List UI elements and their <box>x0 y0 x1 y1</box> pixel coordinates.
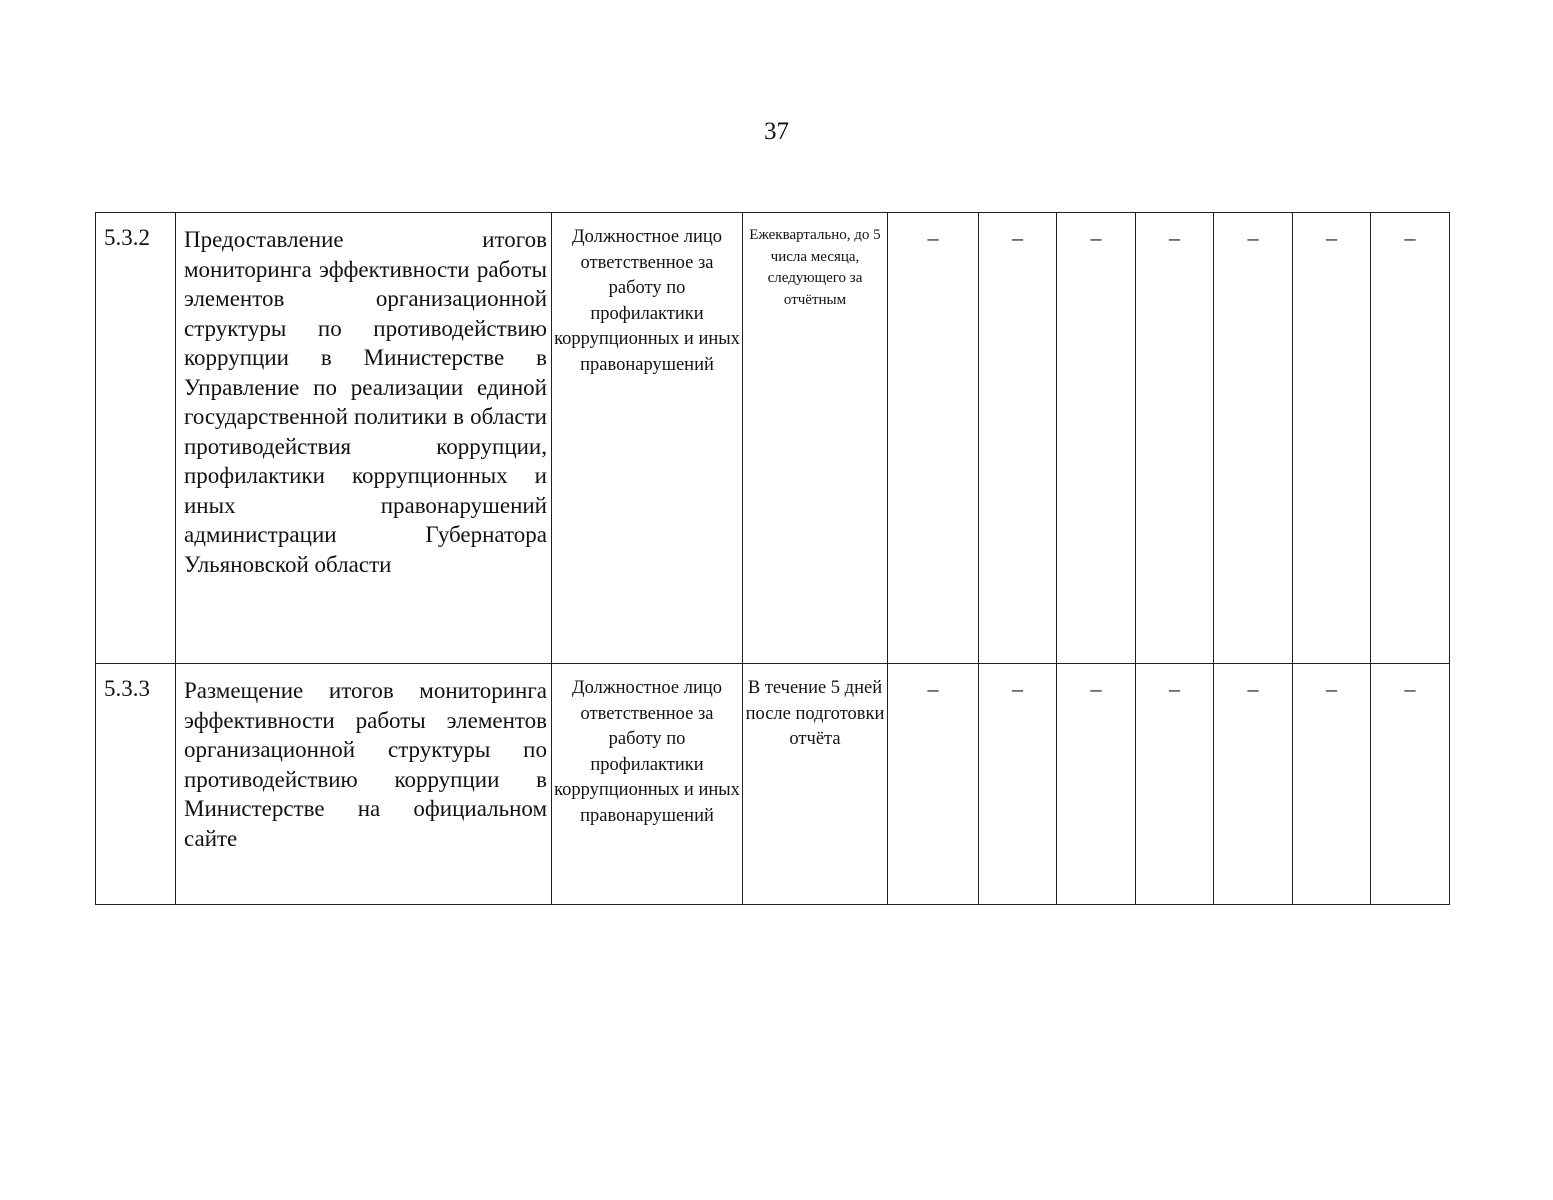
value-cell: – <box>1293 213 1371 664</box>
responsible-person: Должностное лицо ответственное за работу по профилактики коррупционных и иных правонарушений <box>552 213 743 664</box>
measure-description: Размещение итогов мониторинга эффективности работы элементов организационной структуры по противодействию коррупции в Министерстве на официальном сайте <box>176 664 552 905</box>
value-cell: – <box>1293 664 1371 905</box>
responsible-person: Должностное лицо ответственное за работу по профилактики коррупционных и иных правонарушений <box>552 664 743 905</box>
table-row <box>96 213 1450 664</box>
measures-table <box>95 212 1450 905</box>
value-cell: – <box>888 213 979 664</box>
value-cell: – <box>1057 213 1136 664</box>
item-number: 5.3.3 <box>96 664 176 905</box>
value-cell: – <box>1136 664 1214 905</box>
value-cell: – <box>1214 664 1293 905</box>
value-cell: – <box>888 664 979 905</box>
value-cell: – <box>1371 213 1450 664</box>
value-cell: – <box>979 213 1057 664</box>
item-number: 5.3.2 <box>96 213 176 664</box>
deadline: Ежеквартально, до 5 числа месяца, следующего за отчётным <box>743 213 888 664</box>
value-cell: – <box>1214 213 1293 664</box>
table-row <box>96 664 1450 905</box>
deadline: В течение 5 дней после подготовки отчёта <box>743 664 888 905</box>
page-number: 37 <box>764 118 789 145</box>
measure-description: Предоставление итогов мониторинга эффективности работы элементов организационной структуры по противодействию коррупции в Министерстве в Управление по реализации единой государственной политики в области противодействия коррупции, профилактики коррупционных и иных правонарушений администрации Губернатора Ульяновской области <box>176 213 552 664</box>
value-cell: – <box>979 664 1057 905</box>
value-cell: – <box>1136 213 1214 664</box>
value-cell: – <box>1371 664 1450 905</box>
value-cell: – <box>1057 664 1136 905</box>
